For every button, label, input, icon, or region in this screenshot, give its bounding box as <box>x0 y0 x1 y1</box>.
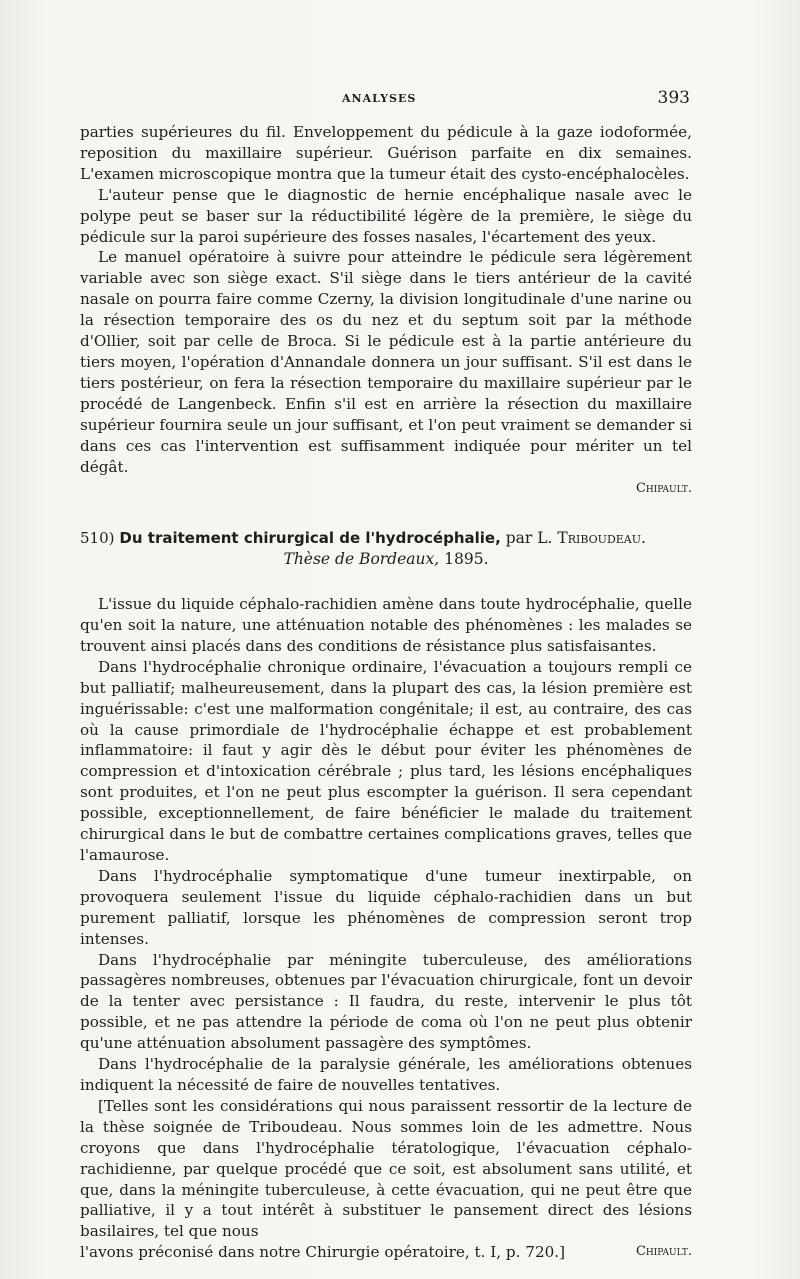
paragraph: L'auteur pense que le diagnostic de hernie encéphalique nasale avec le polype peut se baser sur la réductibilité légère de la première, le siège du pédicule sur la paroi supérieure des fosses nasales, l'écartement des yeux. <box>80 185 692 246</box>
article-title: Du traitement chirurgical de l'hydrocéphalie, <box>119 529 501 548</box>
paragraph: Le manuel opératoire à suivre pour atteindre le pédicule sera légèrement variable avec son siège exact. S'il siège dans le tiers antérieur de la cavité nasale on pourra faire comme Czerny, la division longitudinale d'une narine ou la résection temporaire des os du nez et du septum soit par la méthode d'Ollier, soit par celle de Broca. Si le pédicule est à la partie antérieure du tiers moyen, l'opération d'Annandale donnera un jour suffisant. S'il est dans le tiers postérieur, on fera la résection temporaire du maxillaire supérieur par le procédé de Langenbeck. Enfin s'il est en arrière la résection du maxillaire supérieur fournira seule un jour suffisant, et l'on peut vraiment se demander si dans ces cas l'intervention est suffisamment indiquée pour mériter un tel dégât. <box>80 248 692 476</box>
page-body <box>80 122 692 1263</box>
thesis-reference <box>80 549 692 570</box>
article-number: 510) <box>80 529 115 548</box>
paragraph: parties supérieures du fil. Enveloppement du pédicule à la gaze iodoformée, reposition du maxillaire supérieur. Guérison parfaite en dix semaines. L'examen microscopique montra que la tumeur était des cysto-encéphalocèles. <box>80 123 692 183</box>
running-head: ANALYSES <box>342 92 417 105</box>
paragraph: Dans l'hydrocéphalie chronique ordinaire, l'évacuation a toujours rempli ce but palliatif; malheureusement, dans la plupart des cas, la lésion première est inguérissable: c'est une malformation congénitale; il est, au contraire, des cas où la cause primordiale de l'hydrocéphalie échappe et est probablement inflammatoire: il faut y agir dès le début pour éviter les phénomènes de compression et d'intoxication cérébrale ; plus tard, les lésions encéphaliques sont produites, et l'on ne peut plus escompter la guérison. Il sera cependant possible, exceptionnellement, de faire bénéficier le malade du traitement chirurgical dans le but de combattre certaines complications graves, telles que l'amaurose. <box>80 657 692 864</box>
paragraph: Dans l'hydrocéphalie par méningite tuberculeuse, des améliorations passagères nombreuses, obtenues par l'évacuation chirurgicale, font un devoir de la tenter avec persistance : Il faudra, du reste, intervenir le plus tôt possible, et ne pas attendre la période de coma où l'on ne peut plus obtenir qu'une atténuation absolument passagère des symptômes. <box>80 950 692 1053</box>
editorial-comment: [Telles sont les considérations qui nous paraissent ressortir de la lecture de la thèse soignée de Triboudeau. Nous sommes loin de les admettre. Nous croyons que dans l'hydrocéphalie tératologique, l'évacuation céphalo-rachidienne, par quelque procédé que ce soit, est absolument sans utilité, et que, dans la méningite tuberculeuse, à cette évacuation, qui ne peut être que palliative, il y a tout intérêt à substituer le pansement direct des lésions basilaires, tel que nous <box>80 1096 692 1241</box>
byline-prefix: par L. <box>505 529 553 548</box>
thesis-title: Thèse de Bordeaux, <box>283 550 440 569</box>
thesis-year: 1895. <box>444 550 489 569</box>
comment-last-text: l'avons préconisé dans notre Chirurgie opératoire, t. I, p. 720.] <box>80 1243 566 1262</box>
article-title-line <box>80 528 692 549</box>
page-number: 393 <box>657 88 690 108</box>
article-author: Triboudeau. <box>557 529 646 548</box>
paragraph: Dans l'hydrocéphalie de la paralysie générale, les améliorations obtenues indiquent la nécessité de faire de nouvelles tentatives. <box>80 1055 692 1094</box>
page-header <box>80 88 690 112</box>
editorial-comment-last-line <box>80 1242 692 1263</box>
paragraph: Dans l'hydrocéphalie symptomatique d'une tumeur inextirpable, on provoquera seulement l'issue du liquide céphalo-rachidien dans un but purement palliatif, lorsque les phénomènes de compression seront trop intenses. <box>80 866 692 948</box>
paragraph: L'issue du liquide céphalo-rachidien amène dans toute hydrocéphalie, quelle qu'en soit la nature, une atténuation notable des phénomènes : les malades se trouvent ainsi placés dans des conditions de résistance plus satisfaisantes. <box>80 595 692 655</box>
signature: Chipault. <box>635 1244 692 1260</box>
signature: Chipault. <box>635 481 692 497</box>
article-heading <box>80 528 692 570</box>
